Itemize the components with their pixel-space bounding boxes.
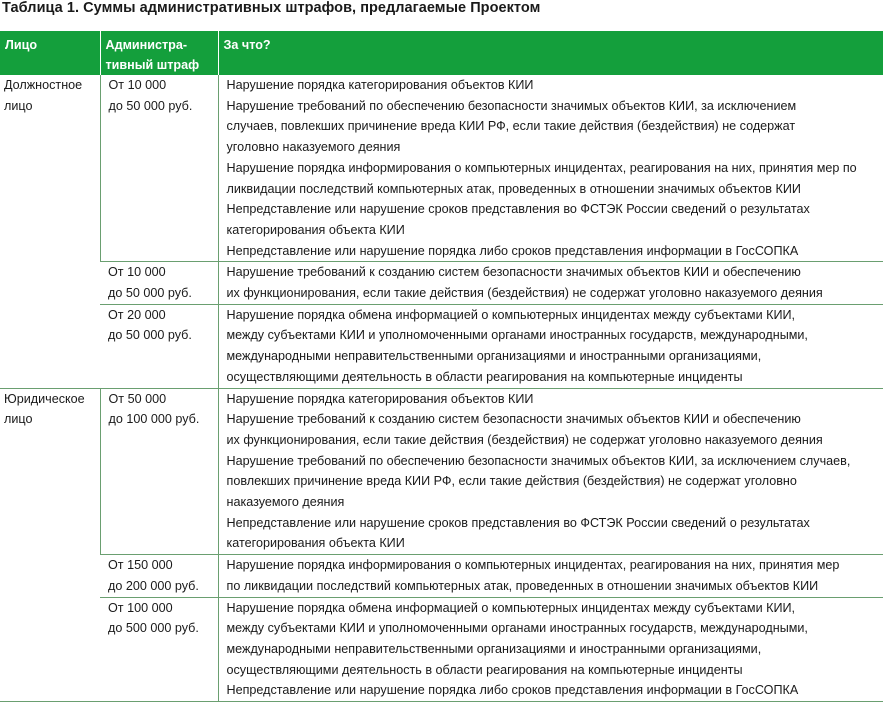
reason-item: Нарушение порядка категорирования объектов КИИ	[226, 78, 534, 92]
reason-item: Нарушение порядка обмена информацией о компьютерных инцидентах между субъектами КИИ, между субъектами КИИ и уполномоченными органами иностранных государств, международными, международными неправительственными организациями и иностранными организациями, осуществляющими деятельность в области реагирования на компьютерные инциденты	[226, 307, 808, 384]
reason-item: Нарушение порядка категорирования объектов КИИ	[226, 391, 534, 406]
person-cell: Юридическое лицо	[0, 388, 100, 702]
table-caption: Таблица 1. Суммы административных штрафов, предлагаемые Проектом	[2, 0, 541, 16]
reason-item: Нарушение требований к созданию систем безопасности значимых объектов КИИ и обеспечению их функционирования, если такие действия (бездействия) не содержат уголовно наказуемого деяния	[226, 412, 823, 447]
header-row	[0, 31, 883, 75]
reasons-cell	[218, 597, 883, 702]
fine-cell: От 50 000 до 100 000 руб.	[100, 388, 218, 555]
table-row	[0, 75, 883, 262]
reason-item: Нарушение порядка информирования о компьютерных инцидентах, реагирования на них, принятия мер по ликвидации последствий компьютерных атак, проведенных в отношении значимых объектов КИИ	[226, 160, 857, 196]
reason-item: Нарушение требований по обеспечению безопасности значимых объектов КИИ, за исключением случаев, повлекших причинение вреда КИИ РФ, если такие действия (бездействия) не содержат уголовно наказуемого деяния	[226, 98, 797, 155]
fine-cell: От 20 000 до 50 000 руб.	[100, 304, 218, 388]
fines-table	[0, 31, 883, 702]
table-row	[0, 597, 883, 702]
fine-cell: От 10 000 до 50 000 руб.	[100, 75, 218, 262]
table-row	[0, 262, 883, 304]
fine-cell: От 100 000 до 500 000 руб.	[100, 597, 218, 702]
reason-item: Нарушение порядка обмена информацией о компьютерных инцидентах между субъектами КИИ, между субъектами КИИ и уполномоченными органами иностранных государств, международными, международными неправительственными организациями и иностранными организациями, осуществляющими деятельность в области реагирования на компьютерные инциденты	[226, 600, 808, 677]
reason-item: Непредставление или нарушение сроков представления во ФСТЭК России сведений о результатах категорирования объекта КИИ	[226, 515, 810, 551]
reason-item: Непредставление или нарушение порядка либо сроков представления информации в ГосСОПКА	[226, 683, 799, 698]
reason-item: Нарушение требований по обеспечению безопасности значимых объектов КИИ, за исключением случаев, повлекших причинение вреда КИИ РФ, если такие действия (бездействия) не содержат уголовно наказуемого деяния	[226, 453, 851, 510]
reasons-cell	[218, 555, 883, 597]
fine-cell: От 10 000 до 50 000 руб.	[100, 262, 218, 304]
reasons-cell	[218, 75, 883, 262]
person-cell: Должностное лицо	[0, 75, 100, 388]
table-header	[0, 31, 883, 75]
reasons-cell	[218, 304, 883, 388]
reasons-cell	[218, 388, 883, 555]
fine-cell: От 150 000 до 200 000 руб.	[100, 555, 218, 597]
reason-item: Непредставление или нарушение сроков представления во ФСТЭК России сведений о результатах категорирования объекта КИИ	[226, 202, 810, 237]
reasons-cell	[218, 262, 883, 304]
header-reason: За что?	[218, 31, 883, 75]
header-person: Лицо	[0, 31, 100, 75]
reason-item: Непредставление или нарушение порядка либо сроков представления информации в ГосСОПКА	[226, 243, 799, 258]
table-row	[0, 555, 883, 597]
table-row	[0, 388, 883, 555]
table-body	[0, 75, 883, 702]
header-fine: Администра- тивный штраф	[100, 31, 218, 75]
reason-item: Нарушение требований к созданию систем безопасности значимых объектов КИИ и обеспечению их функционирования, если такие действия (бездействия) не содержат уголовно наказуемого деяния	[226, 265, 823, 301]
reason-item: Нарушение порядка информирования о компьютерных инцидентах, реагирования на них, принятия мер по ликвидации последствий компьютерных атак, проведенных в отношении значимых объектов КИИ	[226, 558, 840, 593]
table-row	[0, 304, 883, 388]
